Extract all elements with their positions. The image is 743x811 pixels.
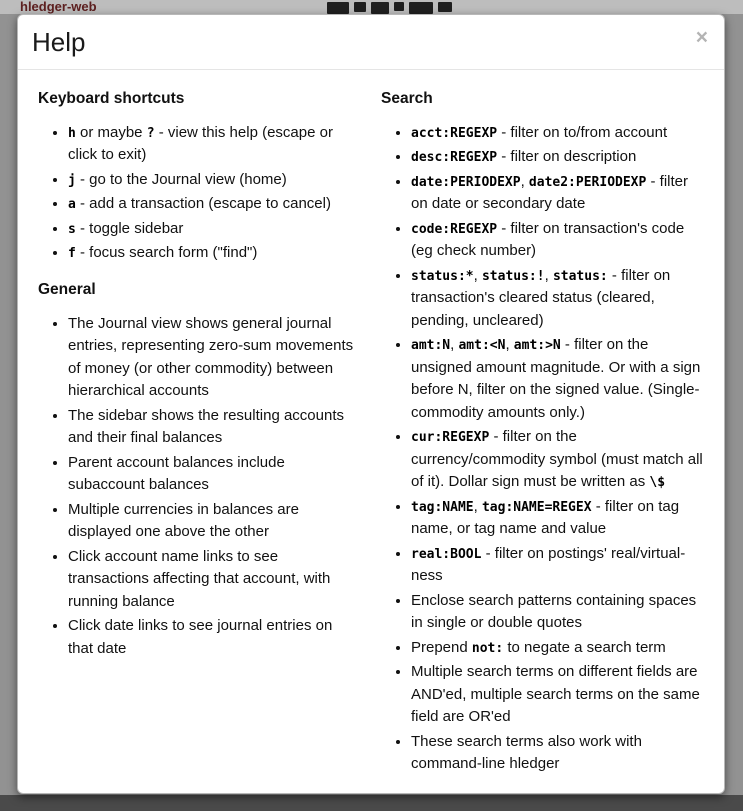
code-span: j <box>68 172 76 188</box>
text-span: Parent account balances include subaccount balances <box>68 453 285 494</box>
code-span: a <box>68 197 76 213</box>
list-item <box>411 590 704 635</box>
text-span: - filter on the currency/commodity symbol (must match all of it). Dollar sign must be written as <box>411 428 703 491</box>
code-span: tag:NAME=REGEX <box>481 499 592 515</box>
code-span: status:* <box>411 268 474 284</box>
code-span: desc:REGEXP <box>411 150 498 166</box>
text-span: , <box>473 266 482 284</box>
text-span: - filter on to/from account <box>497 123 668 141</box>
code-span: tag:NAME <box>411 499 474 515</box>
text-span: , <box>450 336 459 354</box>
code-span: date2:PERIODEXP <box>528 174 647 190</box>
text-span: - filter on transaction's code (eg check number) <box>411 219 685 260</box>
code-span: acct:REGEXP <box>411 125 498 141</box>
text-span: Multiple currencies in balances are displayed one above the other <box>68 500 299 541</box>
section-heading: General <box>38 280 96 298</box>
modal-header <box>18 15 724 70</box>
code-span: code:REGEXP <box>411 221 498 237</box>
text-span: - filter on the unsigned amount magnitude. Or with a sign before N, filter on the signed value. (Single-commodity amounts only.) <box>411 336 701 421</box>
text-span: - go to the Journal view (home) <box>75 170 287 188</box>
text-span: - filter on postings' real/virtual-ness <box>411 544 686 585</box>
text-span: Prepend <box>411 638 472 656</box>
text-span: - add a transaction (escape to cancel) <box>75 195 331 213</box>
text-span: The Journal view shows general journal entries, representing zero-sum movements of money (or other commodity) between hierarchical accounts <box>68 314 354 400</box>
code-span: amt:<N <box>458 338 506 354</box>
partially-visible-page-heading <box>327 2 452 14</box>
list-item <box>411 334 704 424</box>
text-span: These search terms also work with command-line hledger <box>411 732 642 773</box>
hledger-web-brand-link[interactable]: hledger-web <box>20 0 97 14</box>
modal-title: Help <box>32 27 86 57</box>
code-span: real:BOOL <box>411 546 482 562</box>
code-span: cur:REGEXP <box>411 430 490 446</box>
list-item <box>411 543 704 588</box>
section-heading: Search <box>381 89 433 107</box>
list-item <box>411 426 704 494</box>
text-span: - filter on tag name, or tag name and value <box>411 497 680 538</box>
help-list <box>381 122 704 776</box>
close-icon: × <box>695 26 708 49</box>
text-span: Multiple search terms on different fields are AND'ed, multiple search terms on the same field are OR'ed <box>411 663 700 726</box>
text-span: Click account name links to see transactions affecting that account, with running balance <box>68 547 331 610</box>
code-span: s <box>68 221 76 237</box>
text-span: , <box>544 266 553 284</box>
list-item <box>411 122 704 145</box>
list-item <box>68 193 361 216</box>
text-span: - view this help (escape or click to exit) <box>68 123 333 164</box>
text-span: , <box>505 336 514 354</box>
help-list <box>38 122 361 265</box>
list-item <box>68 218 361 241</box>
list-item <box>68 169 361 192</box>
list-item <box>68 452 361 497</box>
text-span: to negate a search term <box>503 638 666 656</box>
text-span: Enclose search patterns containing spaces in single or double quotes <box>411 591 697 632</box>
list-item <box>68 546 361 614</box>
code-span: amt:>N <box>513 338 561 354</box>
code-span: status: <box>552 268 608 284</box>
list-item <box>411 496 704 541</box>
code-span: \$ <box>649 475 666 491</box>
list-item <box>68 405 361 450</box>
list-item <box>411 731 704 776</box>
code-span: f <box>68 246 76 262</box>
close-button[interactable] <box>692 25 712 50</box>
help-modal <box>17 14 725 794</box>
background-page-footer-strip <box>0 795 743 811</box>
code-span: date:PERIODEXP <box>411 174 521 190</box>
list-item <box>68 313 361 403</box>
text-span: Click date links to see journal entries on that date <box>68 617 333 657</box>
right-column <box>371 74 714 786</box>
text-span: - toggle sidebar <box>75 219 184 237</box>
list-item <box>68 615 361 660</box>
code-span: amt:N <box>411 338 451 354</box>
text-span: - filter on date or secondary date <box>411 172 688 213</box>
list-item <box>411 661 704 729</box>
code-span: status:! <box>481 268 545 284</box>
list-item <box>68 242 361 265</box>
code-span: not: <box>471 640 504 656</box>
background-page-top <box>0 0 743 14</box>
left-column <box>28 74 371 786</box>
text-span: The sidebar shows the resulting accounts and their final balances <box>68 406 344 447</box>
list-item <box>68 122 361 167</box>
help-list <box>38 313 361 661</box>
text-span: , <box>473 497 482 515</box>
list-item <box>68 499 361 544</box>
list-item <box>411 218 704 263</box>
text-span: , <box>520 172 529 190</box>
list-item <box>411 637 704 660</box>
list-item <box>411 265 704 333</box>
text-span: - filter on description <box>497 148 637 166</box>
list-item <box>411 146 704 169</box>
code-span: ? <box>146 125 155 141</box>
text-span: - filter on transaction's cleared status (cleared, pending, uncleared) <box>411 266 671 329</box>
text-span: - focus search form ("find") <box>75 244 258 262</box>
section-heading: Keyboard shortcuts <box>38 89 185 107</box>
list-item <box>411 171 704 216</box>
code-span: h <box>68 125 76 141</box>
modal-body <box>18 70 724 794</box>
text-span: or maybe <box>75 123 147 141</box>
